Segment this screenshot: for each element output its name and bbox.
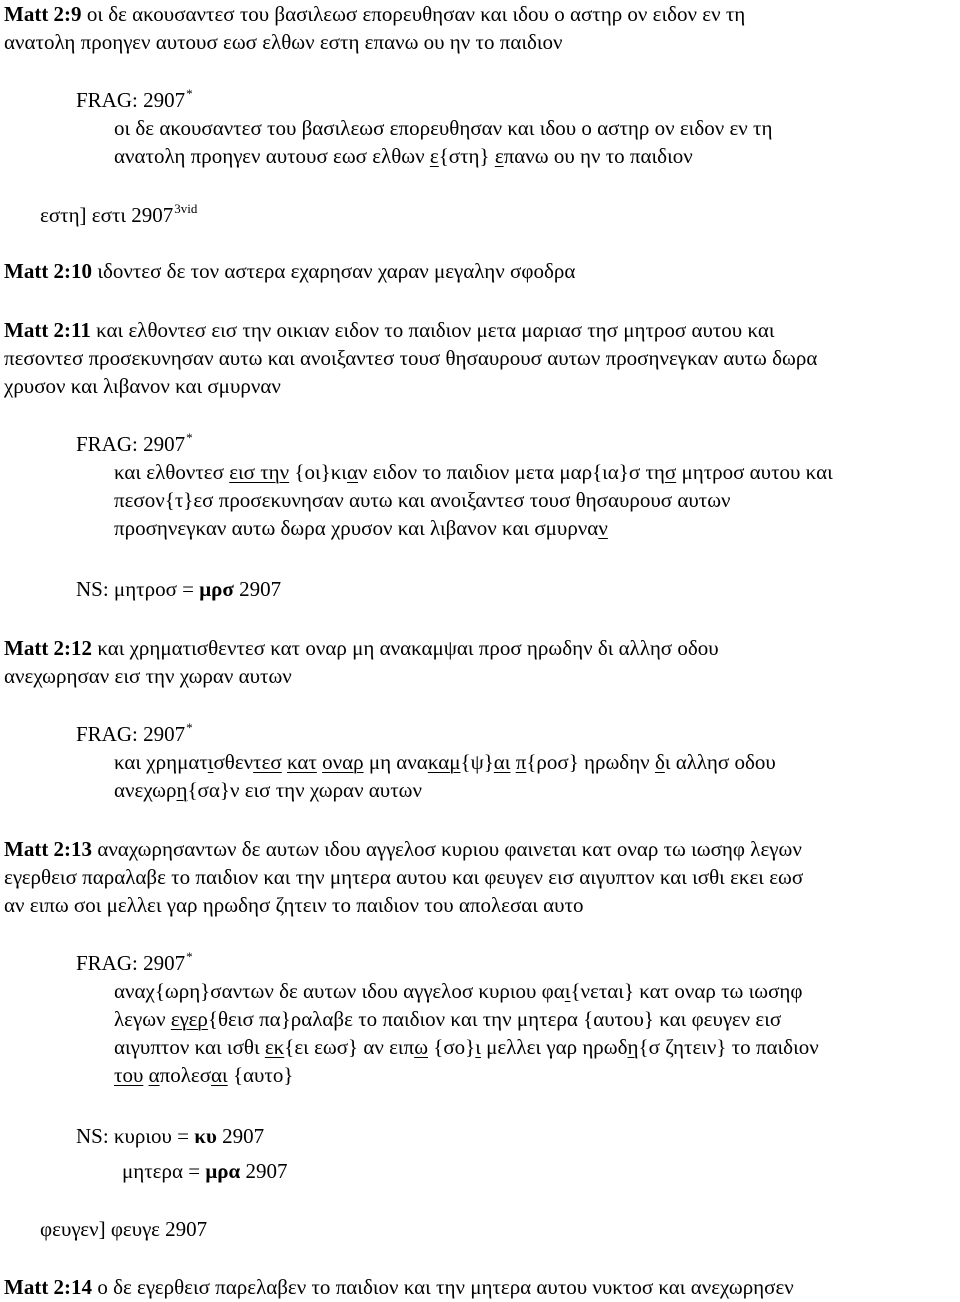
verse-ref: Matt 2:14 <box>4 1275 93 1299</box>
text-segment: {αυτο} <box>227 1063 294 1087</box>
apparatus-note: φευγεν] φευγε 2907 <box>40 1217 208 1241</box>
frag-line <box>114 142 693 170</box>
frag-line <box>114 776 422 804</box>
frag-star: * <box>186 949 193 964</box>
verse-2-11-line-3 <box>4 372 281 400</box>
frag-label: FRAG: 2907* <box>76 430 193 456</box>
verse-text: χρυσον και λιβανον και σμυρναν <box>4 374 281 398</box>
frag-line: πεσον{τ}εσ προσεκυνησαν αυτω και ανοιξαντεσ τουσ θησαυρουσ αυτων <box>114 488 731 512</box>
underlined-letters: ε <box>494 144 504 168</box>
text-segment: {νεται} κατ οναρ τω ιωσηφ <box>570 979 803 1003</box>
verse-2-11-line-1 <box>4 316 775 344</box>
verse-ref: Matt 2:9 <box>4 2 82 26</box>
underlined-letters: π <box>515 750 527 774</box>
text-segment: {σα}ν εισ την χωραν αυτων <box>187 778 422 802</box>
note-sup: 3vid <box>174 201 198 216</box>
underlined-letters: εγερ <box>170 1007 208 1031</box>
underlined-letters: η <box>627 1035 639 1059</box>
frag-star: * <box>186 720 193 735</box>
nomina-sacra-note: NS: μητροσ = μρσ 2907 <box>76 577 282 601</box>
verse-text: πεσοντεσ προσεκυνησαν αυτω και ανοιξαντεσ τουσ θησαυρουσ αυτων προσηνεγκαν αυτω δωρα <box>4 346 818 370</box>
underlined-letters: ν <box>598 516 608 540</box>
underlined-letters: η <box>176 778 188 802</box>
verse-2-12-line-2 <box>4 662 292 690</box>
underlined-letters: εκ <box>264 1035 285 1059</box>
frag-line <box>114 748 776 776</box>
underlined-letters: ε <box>429 144 439 168</box>
text-segment: ανεχωρ <box>114 778 177 802</box>
frag-label: FRAG: 2907* <box>76 949 193 975</box>
verse-text: και ελθοντεσ εισ την οικιαν ειδον το παιδιον μετα μαριασ τησ μητροσ αυτου και <box>96 318 775 342</box>
underlined-letters: αι <box>211 1063 228 1087</box>
apparatus-note: εστη] εστι $2907^{3vid}$ <box>40 201 198 227</box>
text-segment: ανατολη προηγεν αυτουσ εωσ ελθων <box>114 144 430 168</box>
text-segment: λεγων <box>114 1007 171 1031</box>
text-segment: μητροσ αυτου και <box>676 460 833 484</box>
verse-ref: Matt 2:12 <box>4 636 93 660</box>
verse-text: και χρηματισθεντεσ κατ οναρ μη ανακαμψαι προσ ηρωδην δι αλλησ οδου <box>97 636 719 660</box>
verse-text: οι δε ακουσαντεσ του βασιλεωσ επορευθησαν και ιδου ο αστηρ ον ειδον εν τη <box>86 2 746 26</box>
underlined-letters: αι <box>493 750 511 774</box>
text-segment: {σ ζητειν} το παιδιον <box>638 1035 819 1059</box>
verse-2-13-line-3 <box>4 891 584 919</box>
verse-text: αν ειπω σοι μελλει γαρ ηρωδησ ζητειν το παιδιον του απολεσαι αυτο <box>4 893 584 917</box>
ns-abbreviation: κυ <box>194 1124 217 1148</box>
text-segment: αναχ{ωρη}σαντων δε αυτων ιδου αγγελοσ κυριου φα <box>114 979 565 1003</box>
frag-line <box>114 458 833 486</box>
text-segment: και ελθοντεσ <box>114 460 230 484</box>
text-segment: {ροσ} ηρωδην <box>526 750 655 774</box>
underlined-letters: α <box>148 1063 160 1087</box>
verse-text: ο δε εγερθεισ παρελαβεν το παιδιον και την μητερα αυτου νυκτοσ και ανεχωρησεν <box>97 1275 794 1299</box>
underlined-letters: ω <box>414 1035 429 1059</box>
verse-2-13-line-1 <box>4 835 802 863</box>
verse-text: ανεχωρησαν εισ την χωραν αυτων <box>4 664 292 688</box>
text-segment: {ψ} <box>460 750 494 774</box>
frag-star: * <box>186 430 193 445</box>
text-segment: μη ανα <box>363 750 428 774</box>
underlined-letters: ι <box>207 750 214 774</box>
verse-2-11-line-2 <box>4 344 817 372</box>
verse-text: ιδοντεσ δε τον αστερα εχαρησαν χαραν μεγαλην σφοδρα <box>97 259 576 283</box>
text-segment: πολεσ <box>159 1063 212 1087</box>
verse-2-12-line-1 <box>4 634 719 662</box>
underlined-letters: ι <box>564 979 571 1003</box>
underlined-letters: καμ <box>427 750 461 774</box>
text-segment: {θεισ πα}ραλαβε το παιδιον και την μητερα {αυτου} και φευγεν εισ <box>207 1007 782 1031</box>
underlined-letters: κατ <box>286 750 317 774</box>
text-segment: {οι}κι <box>289 460 347 484</box>
verse-2-13-line-2 <box>4 863 803 891</box>
underlined-letters: τεσ <box>253 750 282 774</box>
text-segment: {ει εωσ} αν ειπ <box>284 1035 415 1059</box>
text-segment: ι αλλησ οδου <box>664 750 776 774</box>
frag-star: * <box>186 86 193 101</box>
frag-line <box>114 1061 293 1089</box>
underlined-letters: δ <box>654 750 665 774</box>
frag-line <box>114 514 608 542</box>
verse-text: αναχωρησαντων δε αυτων ιδου αγγελοσ κυριου φαινεται κατ οναρ τω ιωσηφ λεγων <box>97 837 802 861</box>
text-segment: ν ειδον το παιδιον μετα μαρ{ια}σ τη <box>357 460 665 484</box>
ns-abbreviation: μρα <box>205 1159 241 1183</box>
text-segment: {σο} <box>428 1035 476 1059</box>
frag-label: FRAG: 2907* <box>76 720 193 746</box>
text-segment: αιγυπτον και ισθι <box>114 1035 265 1059</box>
frag-line <box>114 1005 781 1033</box>
underlined-letters: εισ την <box>229 460 290 484</box>
frag-line: οι δε ακουσαντεσ του βασιλεωσ επορευθησαν και ιδου ο αστηρ ον ειδον εν τη <box>114 116 773 140</box>
verse-ref: Matt 2:10 <box>4 259 93 283</box>
verse-2-9-line-2 <box>4 28 563 56</box>
text-segment: και χρηματ <box>114 750 208 774</box>
verse-2-9-line-1 <box>4 0 745 28</box>
frag-label: FRAG: 2907* <box>76 86 193 112</box>
frag-line <box>114 1033 819 1061</box>
text-segment: {στη} <box>438 144 495 168</box>
text-segment: μελλει γαρ ηρωδ <box>480 1035 628 1059</box>
underlined-letters: σ <box>664 460 677 484</box>
underlined-letters: ι <box>475 1035 481 1059</box>
verse-text: εγερθεισ παραλαβε το παιδιον και την μητερα αυτου και φευγεν εισ αιγυπτον και ισθι εκει εωσ <box>4 865 804 889</box>
ns-abbreviation: μρσ <box>199 577 234 601</box>
frag-line <box>114 977 803 1005</box>
underlined-letters: του <box>114 1063 144 1087</box>
verse-2-10-line-1 <box>4 257 575 285</box>
verse-2-14-line-1 <box>4 1273 794 1301</box>
underlined-letters: οναρ <box>322 750 364 774</box>
verse-ref: Matt 2:13 <box>4 837 93 861</box>
underlined-letters: α <box>346 460 358 484</box>
text-segment: προσηνεγκαν αυτω δωρα χρυσον και λιβανον και σμυρνα <box>114 516 599 540</box>
nomina-sacra-note: NS: κυριου = κυ 2907 <box>76 1124 265 1148</box>
text-segment: πανω ου ην το παιδιον <box>503 144 693 168</box>
verse-text: ανατολη προηγεν αυτουσ εωσ ελθων εστη επανω ου ην το παιδιον <box>4 30 563 54</box>
verse-ref: Matt 2:11 <box>4 318 91 342</box>
nomina-sacra-note: μητερα = μρα 2907 <box>122 1159 288 1183</box>
text-segment: σθεν <box>213 750 254 774</box>
